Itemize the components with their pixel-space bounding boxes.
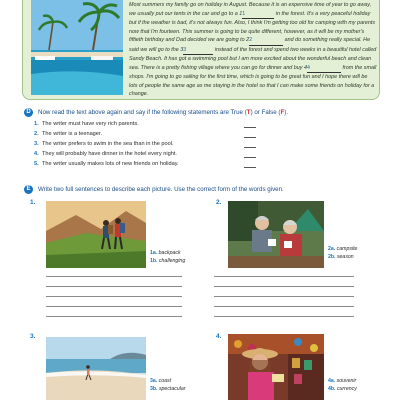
statement-2 xyxy=(34,131,102,137)
statement-text: The writer usually makes lots of new friends on holiday. xyxy=(42,161,179,167)
reading-segment: instead of the forest and spend two weeks in a beautiful hotel called Sandy Beach. It has got a swimming pool but I am more excited about the wonderful beach and clean sea. There is a pretty fishing village where you can go for dinner and buy 4 xyxy=(129,46,377,71)
gap-3[interactable] xyxy=(183,46,213,56)
word-key: 2b. xyxy=(328,253,336,260)
writing-line[interactable] xyxy=(46,296,182,297)
instruction-text: ). xyxy=(284,109,289,116)
false-letter: F xyxy=(280,109,285,116)
statement-5 xyxy=(34,161,179,167)
word: season xyxy=(336,253,354,260)
section-e-instruction: Write two full sentences to describe each picture. Use the correct form of the words given. xyxy=(38,186,284,193)
gap-number: 3 xyxy=(183,46,187,53)
statement-number: 5. xyxy=(34,161,39,167)
word-key: 1b. xyxy=(150,257,158,264)
statement-1 xyxy=(34,121,139,127)
answer-line-4[interactable] xyxy=(244,157,256,158)
section-e-badge: E xyxy=(24,185,33,194)
gap-2[interactable] xyxy=(249,36,283,46)
instruction-text: Now read the text above again and say if the following statements are True ( xyxy=(38,109,247,116)
reading-passage-box xyxy=(22,0,380,100)
picture-4-prompt xyxy=(328,378,357,393)
statement-text: They will probably have dinner in the hotel every night. xyxy=(42,151,177,157)
section-d-instruction xyxy=(38,109,288,116)
picture-2-prompt xyxy=(328,246,357,261)
writing-line[interactable] xyxy=(214,296,354,297)
writing-line[interactable] xyxy=(46,306,182,307)
statement-text: The writer is a teenager. xyxy=(42,131,103,137)
writing-line[interactable] xyxy=(214,306,354,307)
instruction-text: ) or False ( xyxy=(250,109,281,116)
answer-line-5[interactable] xyxy=(244,167,256,168)
word-key: 4b. xyxy=(328,385,336,392)
word-key: 3b. xyxy=(150,385,158,392)
reading-segment: Most summers my family go on holiday in August. Because it is an expensive time of year to go away, we usually put our tents in the car and go to a 1 xyxy=(129,2,372,17)
market-photo xyxy=(228,334,324,400)
reading-segment: in the forest. It's a very peaceful holiday but if the weather is bad, it's not always fun. Also, I think I'm getting too old for camping with my parents now that I'm fourteen. This summer is going to be quite different, however, as it will be my mother's fiftieth birthday and Dad decided we are going to 2 xyxy=(129,10,376,43)
writing-line[interactable] xyxy=(214,276,354,277)
answer-line-3[interactable] xyxy=(244,147,256,148)
coast-photo xyxy=(46,337,146,400)
campers-photo xyxy=(228,201,324,268)
statement-text: The writer prefers to swim in the sea than in the pool. xyxy=(42,141,174,147)
writing-line[interactable] xyxy=(214,316,354,317)
section-d-badge: D xyxy=(24,108,33,117)
hikers-photo xyxy=(46,201,146,268)
word-key: 3a. xyxy=(150,378,158,384)
statement-3 xyxy=(34,141,174,147)
gap-number: 4 xyxy=(307,64,310,71)
statement-4 xyxy=(34,151,177,157)
picture-3-number: 3. xyxy=(30,333,36,340)
statement-text: The writer must have very rich parents. xyxy=(42,121,139,127)
word: coast xyxy=(158,378,172,384)
beach-resort-photo xyxy=(31,0,123,95)
gap-number: 1 xyxy=(242,10,246,17)
reading-segment: from the small shops. I'm going to go sailing for the first time, which is going to be great fun and I hope there will be lots of people the same age as me staying in the hotel so that I can make some friends on holiday for a change. xyxy=(129,64,377,97)
answer-line-1[interactable] xyxy=(244,127,256,128)
statement-number: 4. xyxy=(34,151,39,157)
word-key: 2a. xyxy=(328,246,336,252)
picture-2-number: 2. xyxy=(216,199,222,206)
word-key: 4a. xyxy=(328,378,336,384)
word: souvenir xyxy=(336,378,357,384)
picture-4-number: 4. xyxy=(216,333,222,340)
writing-line[interactable] xyxy=(46,286,182,287)
writing-line[interactable] xyxy=(46,316,182,317)
statement-number: 3. xyxy=(34,141,39,147)
gap-number: 2 xyxy=(249,37,253,43)
reading-text xyxy=(129,1,377,99)
picture-3-prompt xyxy=(150,378,185,393)
writing-line[interactable] xyxy=(214,286,354,287)
gap-4[interactable] xyxy=(307,64,341,74)
word-key: 1a. xyxy=(150,250,158,256)
picture-1-prompt xyxy=(150,250,185,265)
answer-line-2[interactable] xyxy=(244,137,256,138)
word: challenging xyxy=(158,257,186,264)
word: campsite xyxy=(336,246,358,252)
word: spectacular xyxy=(158,385,186,392)
word: backpack xyxy=(158,250,181,256)
writing-line[interactable] xyxy=(46,276,182,277)
statement-number: 2. xyxy=(34,131,39,137)
picture-1-number: 1. xyxy=(30,199,36,206)
true-letter: T xyxy=(246,109,251,116)
gap-1[interactable] xyxy=(242,10,274,20)
statement-number: 1. xyxy=(34,121,39,127)
reading-segment: and do something really special. He said we will go to the 3 xyxy=(129,37,371,53)
word: currency xyxy=(336,385,357,392)
